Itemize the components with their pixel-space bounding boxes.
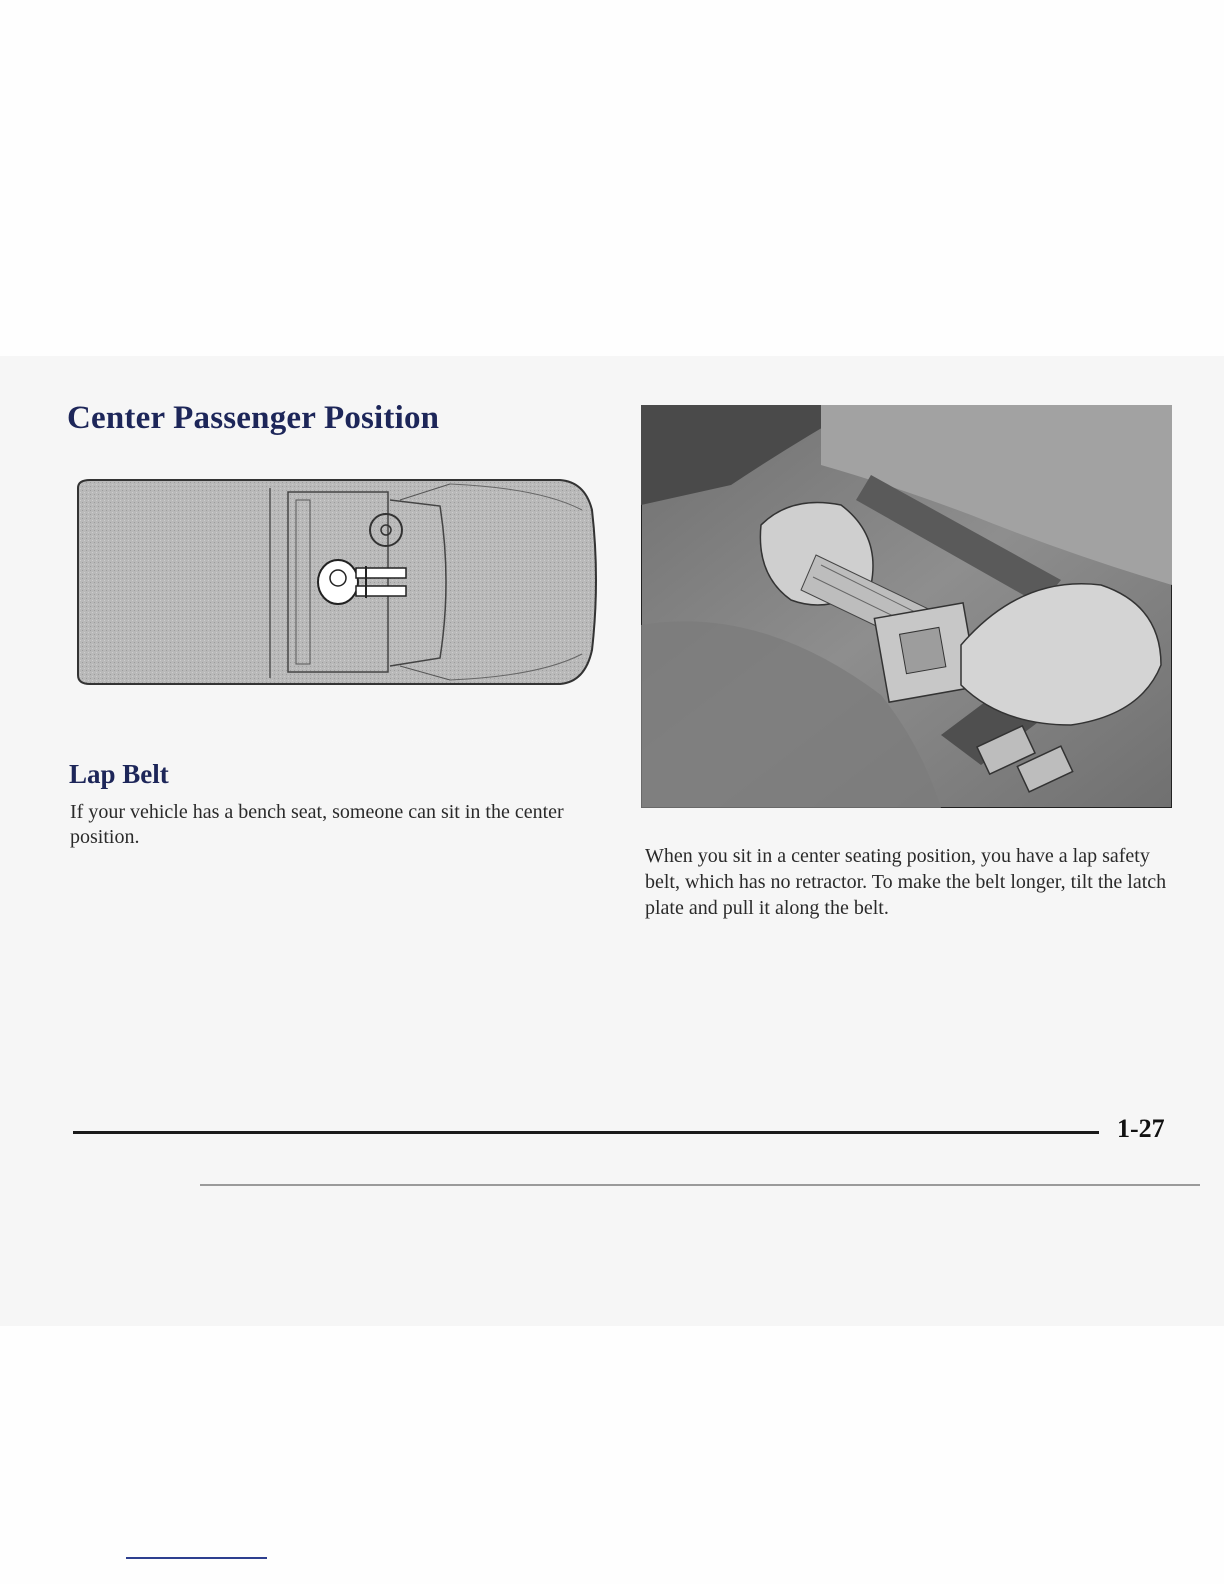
car-top-view-center-passenger-icon: [70, 470, 605, 695]
scan-shadow-rule: [200, 1184, 1200, 1186]
paragraph-lap-safety-belt: When you sit in a center seating position, you have a lap safety belt, which has no retractor. To make the belt longer, tilt the latch plate and pull it along the belt.: [645, 845, 1167, 919]
footer-rule: [73, 1131, 1099, 1134]
page-title: Center Passenger Position: [67, 400, 440, 436]
section-heading-lap-belt: Lap Belt: [69, 759, 169, 789]
page-number: 1-27: [1117, 1114, 1165, 1143]
paragraph-bench-seat: If your vehicle has a bench seat, someone can sit in the center position.: [70, 801, 564, 848]
bottom-link-underline: [126, 1557, 267, 1559]
lap-belt-latch-plate-photo: [641, 405, 1172, 808]
